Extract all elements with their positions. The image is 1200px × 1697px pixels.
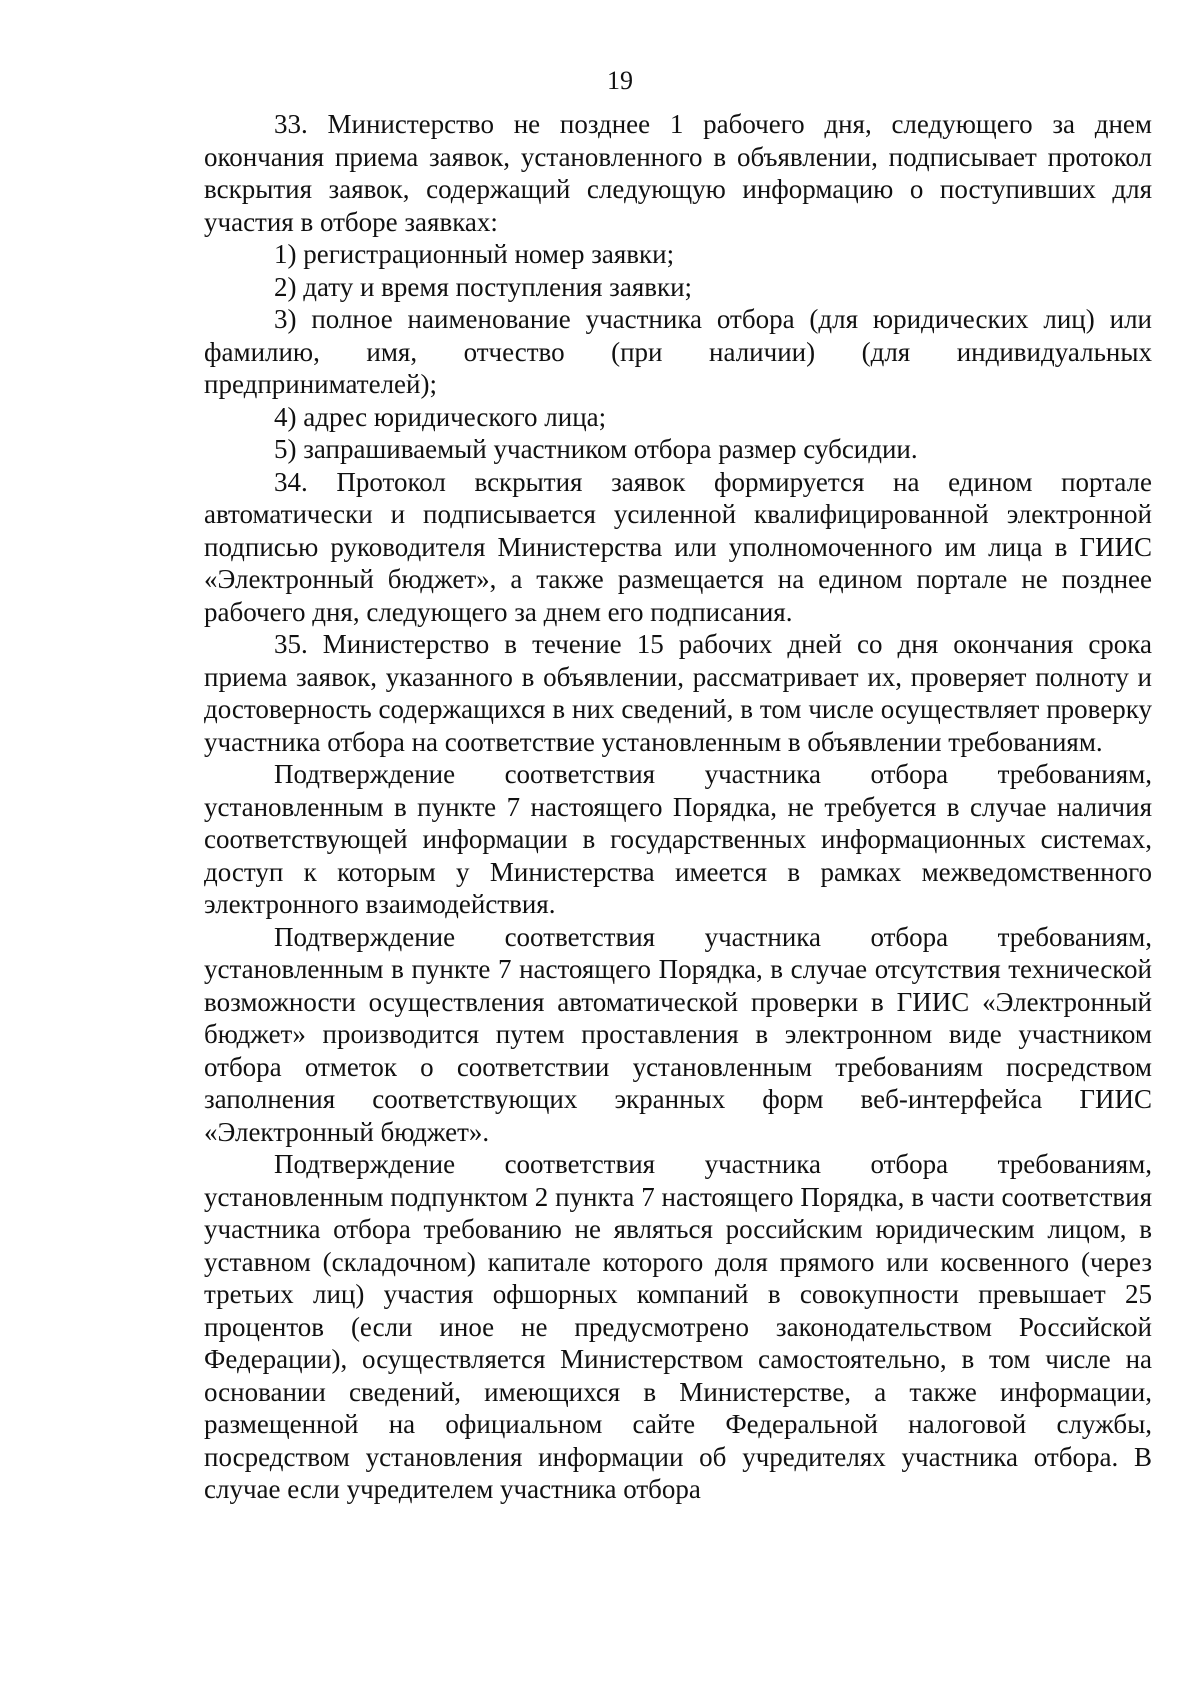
document-body (204, 108, 1152, 1506)
list-item-2: 2) дату и время поступления заявки; (274, 271, 693, 302)
paragraph-33: 33. Министерство не позднее 1 рабочего дня, следующего за днем окончания приема заявок, установленного в объявлении, подписывает протокол вскрытия заявок, содержащий следующую информацию о поступивших для участия в отборе заявках: (204, 109, 1152, 237)
paragraph-confirmation-3: Подтверждение соответствия участника отбора требованиям, установленным подпунктом 2 пункта 7 настоящего Порядка, в части соответствия участника отбора требованию не являться российским юридическим лицом, в уставном (складочном) капитале которого доля прямого или косвенного (через третьих лиц) участия офшорных компаний в совокупности превышает 25 процентов (если иное не предусмотрено законодательством Российской Федерации), осуществляется Министерством самостоятельно, в том числе на основании сведений, имеющихся в Министерстве, а также информации, размещенной на официальном сайте Федеральной налоговой службы, посредством установления информации об учредителях участника отбора. В случае если учредителем участника отбора (204, 1149, 1152, 1504)
list-item-5: 5) запрашиваемый участником отбора размер субсидии. (274, 434, 918, 464)
list-item-3: 3) полное наименование участника отбора (для юридических лиц) или фамилию, имя, отчество (при наличии) (для индивидуальных предпринимателей); (204, 304, 1152, 399)
list-item-4: 4) адрес юридического лица; (274, 401, 607, 432)
paragraph-confirmation-2: Подтверждение соответствия участника отбора требованиям, установленным в пункте 7 настоящего Порядка, в случае отсутствия технической возможности осуществления автоматической проверки в ГИИС «Электронный бюджет» производится путем проставления в электронном виде участником отбора отметок о соответствии установленным требованиям посредством заполнения соответствующих экранных форм веб-интерфейса ГИИС «Электронный бюджет». (204, 921, 1152, 1147)
paragraph-confirmation-1: Подтверждение соответствия участника отбора требованиям, установленным в пункте 7 настоящего Порядка, не требуется в случае наличия соответствующей информации в государственных информационных системах, доступ к которым у Министерства имеется в рамках межведомственного электронного взаимодействия. (204, 759, 1152, 919)
list-item-1: 1) регистрационный номер заявки; (274, 239, 675, 269)
page-number: 19 (607, 66, 633, 95)
paragraph-34: 34. Протокол вскрытия заявок формируется на едином портале автоматически и подписывается усиленной квалифицированной электронной подписью руководителя Министерства или уполномоченного им лица в ГИИС «Электронный бюджет», а также размещается на едином портале не позднее рабочего дня, следующего за днем его подписания. (204, 466, 1152, 627)
paragraph-35: 35. Министерство в течение 15 рабочих дней со дня окончания срока приема заявок, указанного в объявлении, рассматривает их, проверяет полноту и достоверность содержащихся в них сведений, в том числе осуществляет проверку участника отбора на соответствие установленным в объявлении требованиям. (204, 629, 1152, 757)
